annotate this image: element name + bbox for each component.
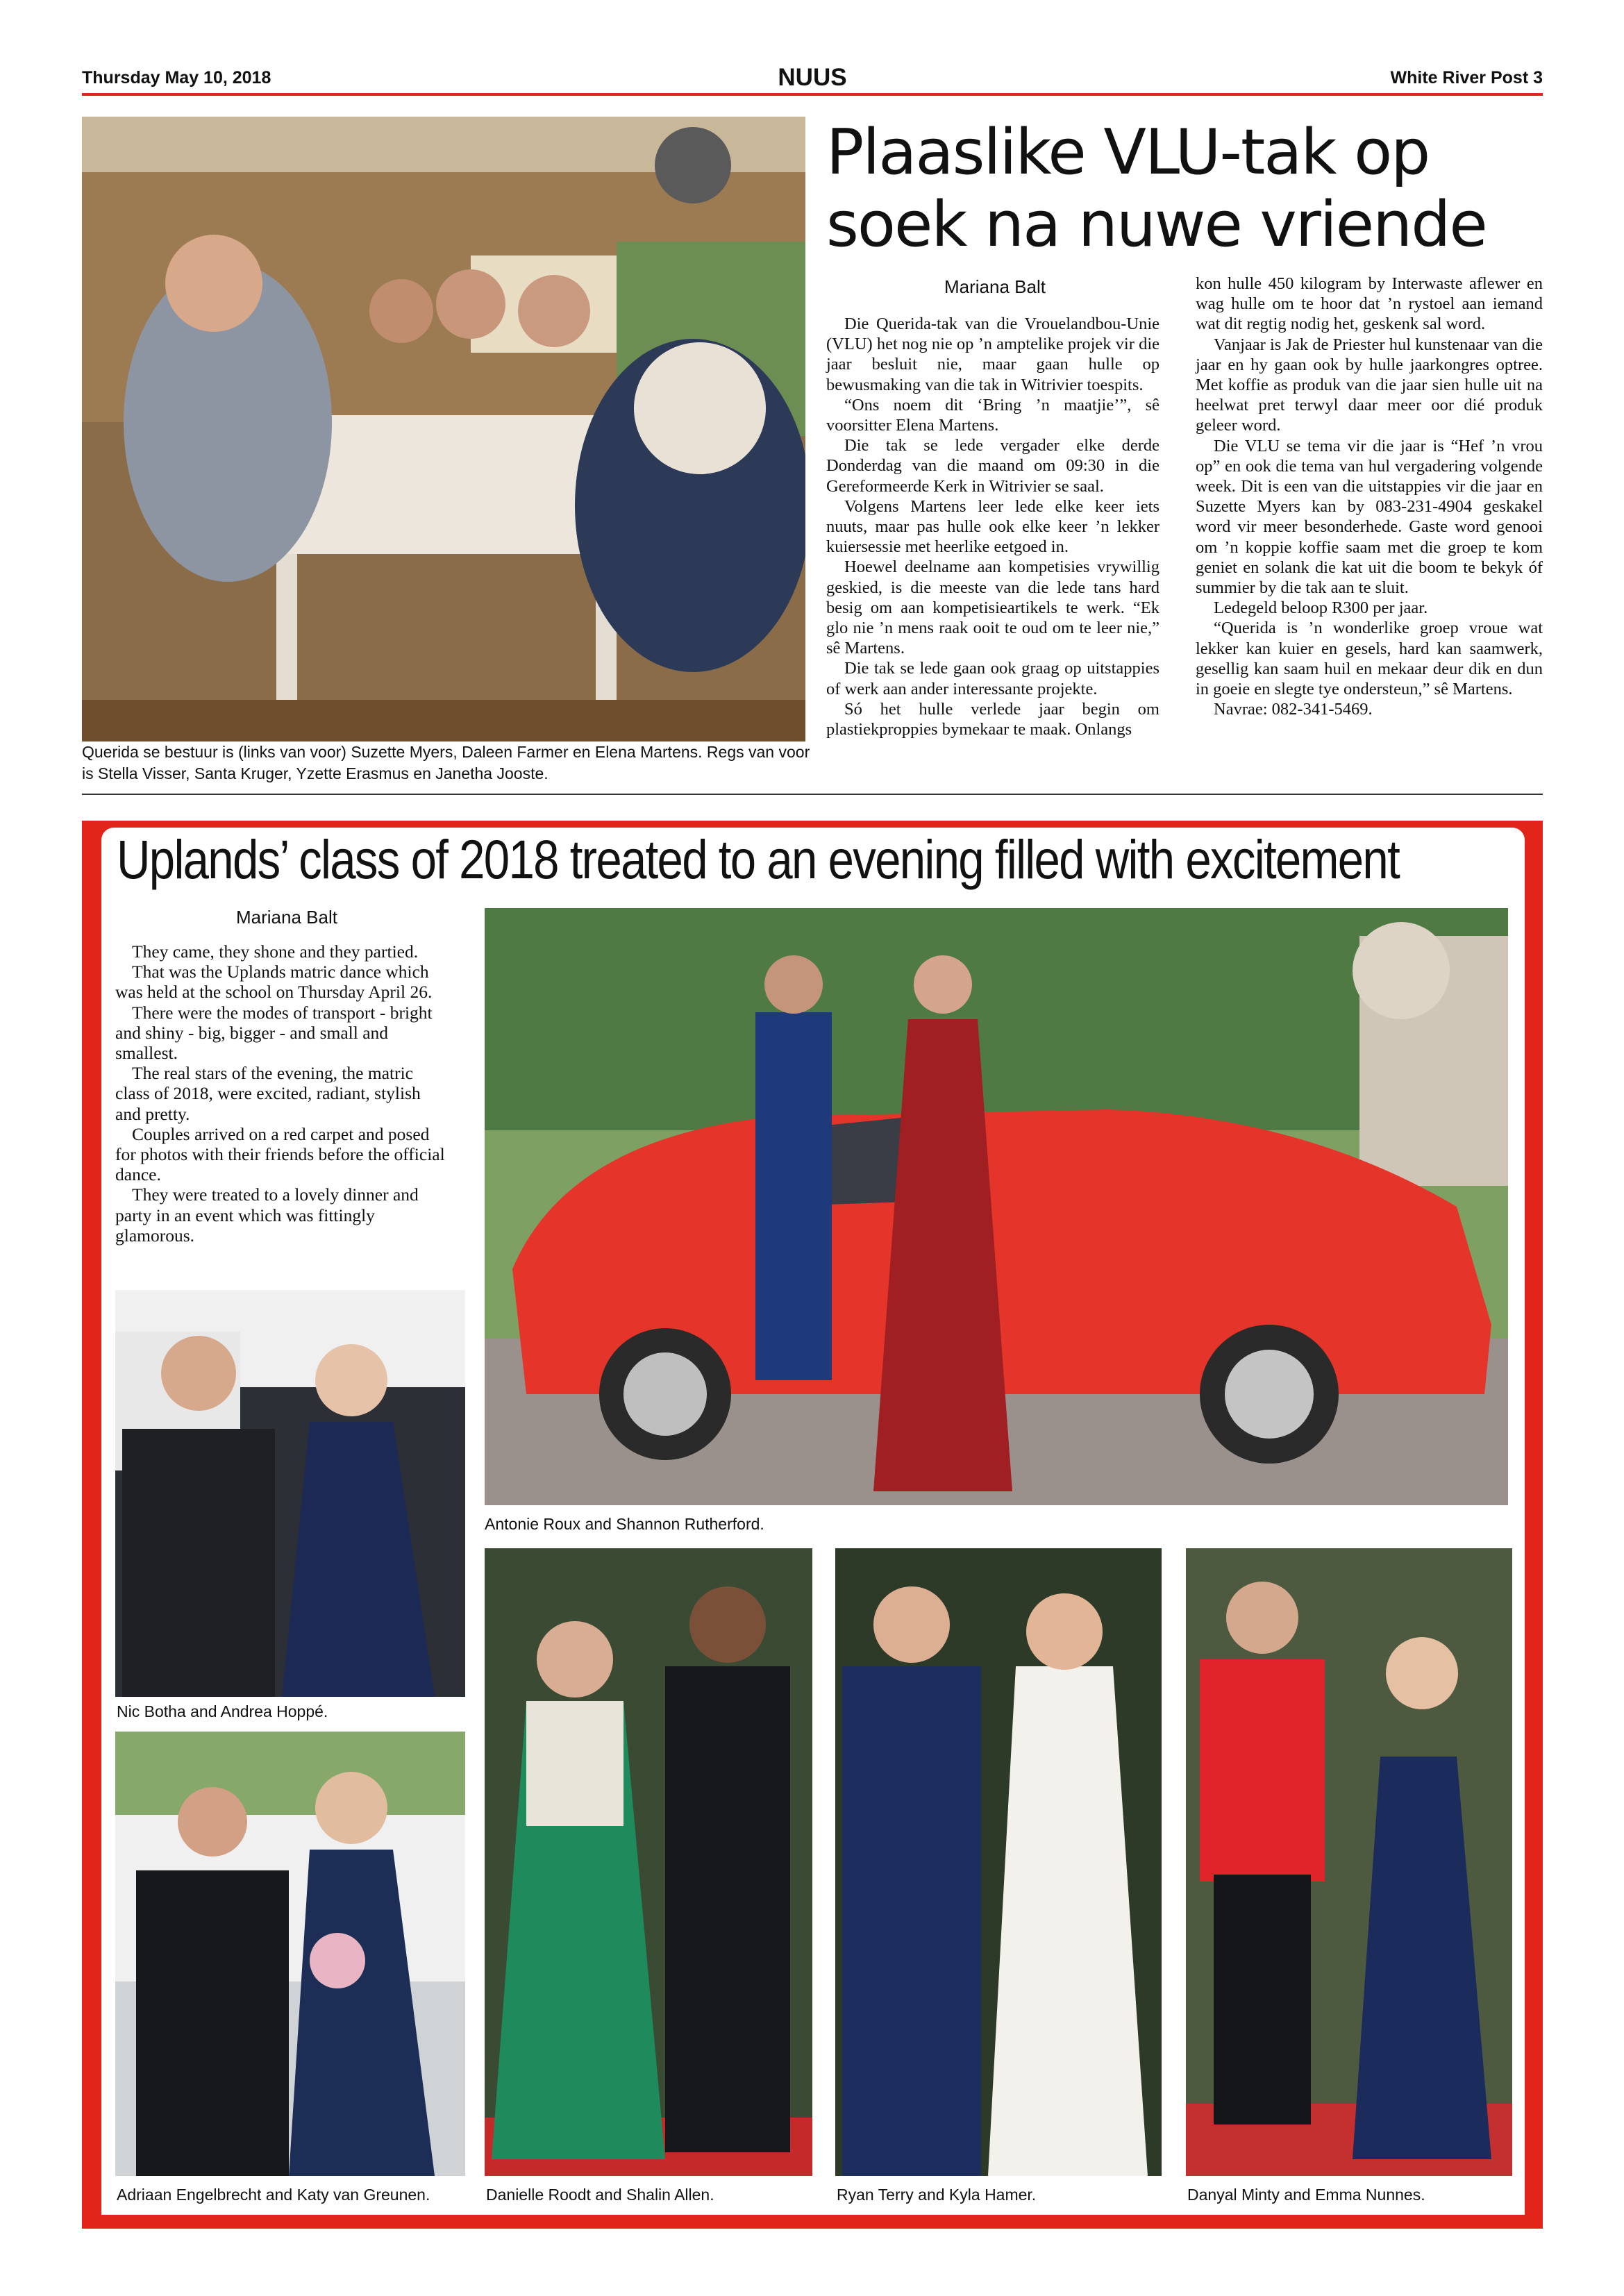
paragraph: Vanjaar is Jak de Priester hul kunstenaar van die jaar en hy gaan ook by hulle jaarkongres optree. Met koffie as produk van die jaar sien hulle uit na heelwat pret terwyl daar meer oor dié produk geleer word.	[1196, 335, 1543, 435]
paragraph: Couples arrived on a red carpet and posed for photos with their friends before the official dance.	[115, 1123, 445, 1185]
paragraph: “Ons noem dit ‘Bring ’n maatjie’”, sê voorsitter Elena Martens.	[826, 395, 1160, 435]
paragraph: Volgens Martens leer lede elke keer iets nuuts, maar pas hulle ook elke keer ’n lekker kuiersessie met heerlike eetgoed in.	[826, 496, 1160, 557]
paragraph: That was the Uplands matric dance which was held at the school on Thursday April 26.	[115, 962, 433, 1003]
paragraph: Hoewel deelname aan kompetisies vrywillig geskied, is die meeste van die lede tans hard besig om aan kompetisieartikels te werk. “Ek glo nie ’n mens raak ooit te oud om te leer nie,” sê Martens.	[826, 558, 1160, 658]
uplands-headline: Uplands’ class of 2018 treated to an evening filled with excitement	[117, 828, 1400, 890]
paragraph: Ledegeld beloop R300 per jaar.	[1214, 598, 1428, 618]
caption-main: Antonie Roux and Shannon Rutherford.	[485, 1515, 764, 1533]
photo-nic-botha	[115, 1290, 465, 1697]
section-divider	[82, 794, 1543, 795]
paragraph: Só het hulle verlede jaar begin om plastiekproppies bymekaar te maak. Onlangs	[826, 699, 1160, 739]
caption-danyal: Danyal Minty and Emma Nunnes.	[1187, 2186, 1425, 2204]
vlu-photo-caption: Querida se bestuur is (links van voor) Suzette Myers, Daleen Farmer en Elena Martens. Regs van voor is Stella Visser, Santa Kruger, Yzette Erasmus en Janetha Jooste.	[82, 743, 810, 782]
uplands-main-photo	[485, 908, 1508, 1505]
masthead	[82, 64, 1543, 96]
vlu-column-1	[826, 314, 1160, 739]
paragraph: They came, they shone and they partied.	[132, 941, 419, 962]
caption-danielle: Danielle Roodt and Shalin Allen.	[486, 2186, 714, 2204]
paragraph: Die VLU se tema vir die jaar is “Hef ’n vrou op” en ook die tema van hul vergadering volgende week. Dit is een van die uitstappies vir die jaar en Suzette Myers kan by 083-231-4904 geskakel word vir meer besonderhede. Gaste word genooi om ’n koppie koffie saam met die groep te kom geniet en solank die kat uit die boom te bekyk óf summier by die tak aan te sluit.	[1196, 436, 1543, 598]
photo-adriaan-engelbrecht	[115, 1732, 465, 2176]
paragraph: Die Querida-tak van die Vrouelandbou-Unie (VLU) het nog nie op ’n amptelike projek vir die jaar besluit nie, maar gaan hulle op bewusmaking van die tak in Witrivier toespits.	[826, 315, 1160, 394]
issue-date: Thursday May 10, 2018	[82, 68, 271, 87]
vlu-headline: Plaaslike VLU-tak op soek na nuwe vriende	[826, 116, 1487, 261]
masthead-rule	[82, 93, 1543, 96]
caption-nic: Nic Botha and Andrea Hoppé.	[117, 1702, 328, 1720]
paragraph: There were the modes of transport - bright and shiny - big, bigger - and small and smallest.	[115, 1002, 433, 1064]
uplands-byline: Mariana Balt	[236, 907, 337, 928]
paper-name-page: White River Post 3	[1390, 68, 1543, 87]
paragraph: Die tak se lede vergader elke derde Donderdag van die maand om 09:30 in die Gereformeerde Kerk in Witrivier se saal.	[826, 436, 1160, 496]
caption-ryan: Ryan Terry and Kyla Hamer.	[837, 2186, 1037, 2204]
paragraph: They were treated to a lovely dinner and party in an event which was fittingly glamorous.	[115, 1184, 419, 1246]
paragraph: The real stars of the evening, the matric class of 2018, were excited, radiant, stylish and pretty.	[115, 1063, 421, 1124]
section-title: NUUS	[778, 64, 847, 91]
paragraph: “Querida is ’n wonderlike groep vroue wat lekker kan kuier en gesels, hard kan saamwerk, gesellig kan saam huil en mekaar deur dik en dun in goeie en slegte tye ondersteun,” sê Martens.	[1196, 619, 1543, 699]
caption-adriaan: Adriaan Engelbrecht and Katy van Greunen.	[117, 2186, 430, 2204]
paragraph: Navrae: 082-341-5469.	[1214, 700, 1373, 719]
vlu-byline: Mariana Balt	[944, 276, 1046, 297]
photo-danielle-roodt	[485, 1548, 812, 2176]
photo-danyal-minty	[1186, 1548, 1512, 2176]
vlu-column-2	[1196, 274, 1543, 719]
paragraph: Die tak se lede gaan ook graag op uitstappies of werk aan ander interessante projekte.	[826, 659, 1160, 698]
uplands-body	[115, 941, 446, 1246]
photo-ryan-terry	[835, 1548, 1162, 2176]
vlu-group-photo	[82, 117, 805, 741]
paragraph: kon hulle 450 kilogram by Interwaste aflewer en wag hulle om te hoor dat ’n rystoel aan iemand wat dit regtig nodig het, geskenk sal word.	[1196, 274, 1543, 334]
